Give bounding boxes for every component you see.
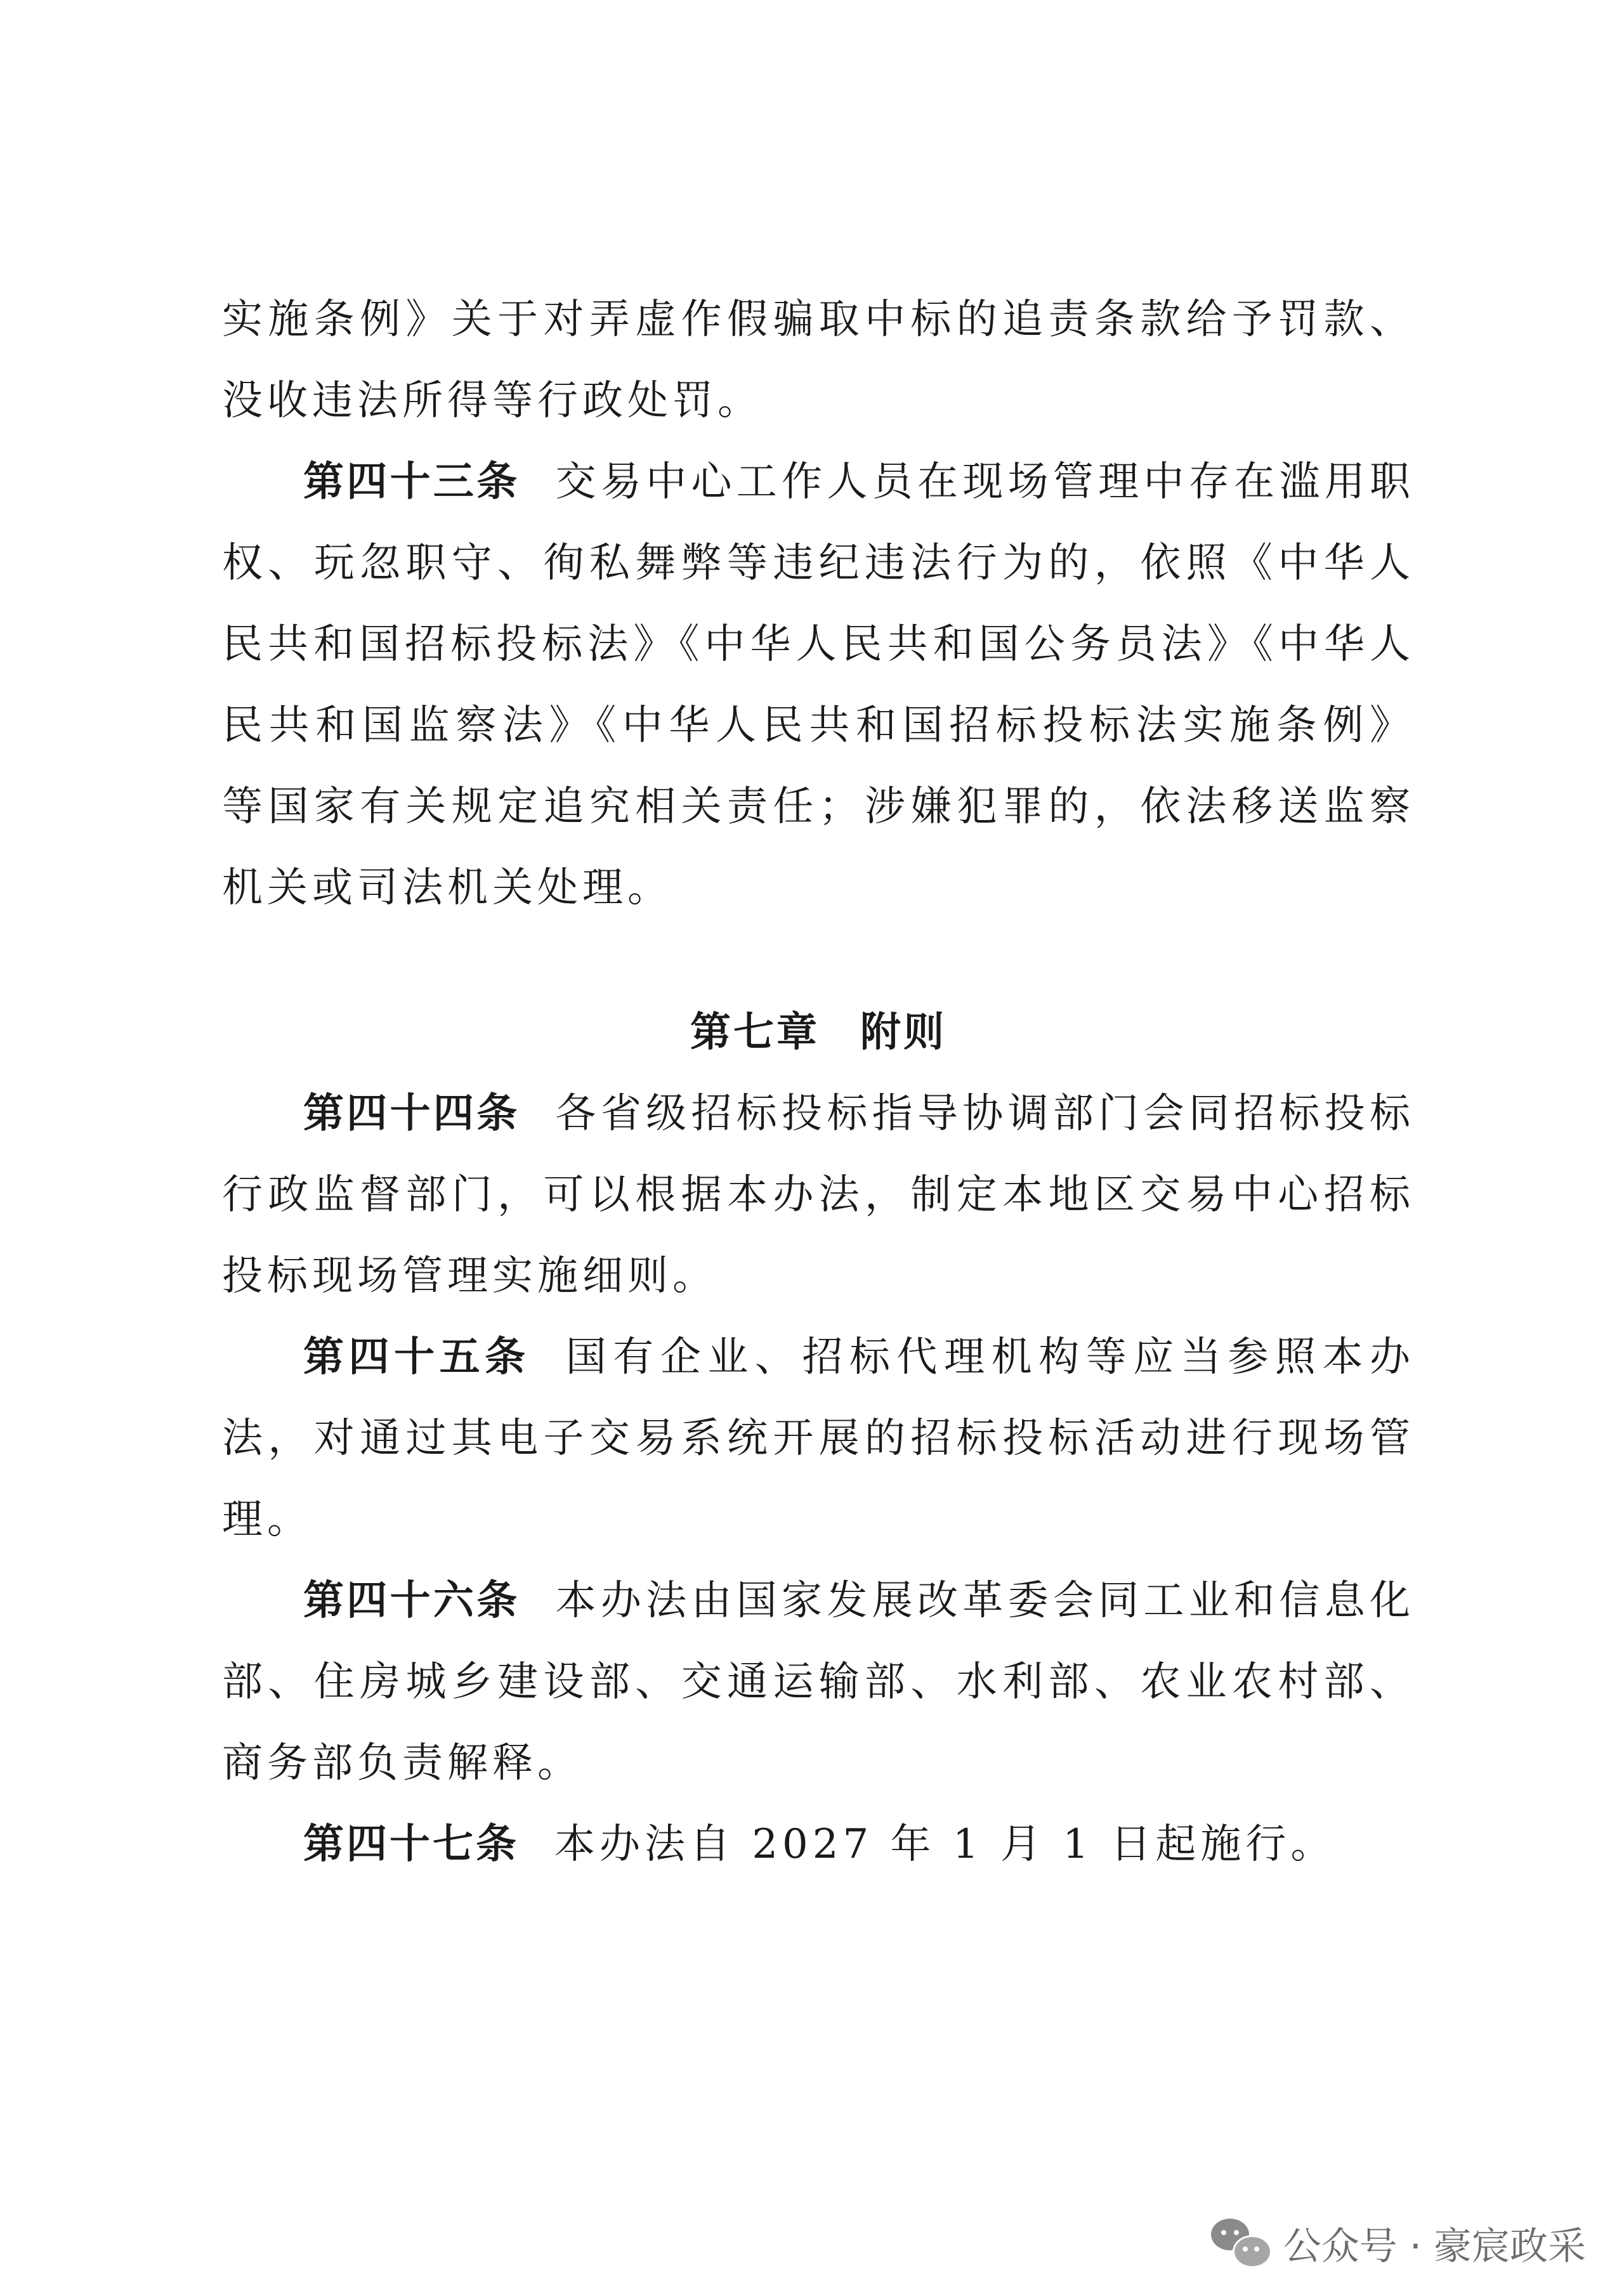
- article-45-text: 国有企业、招标代理机构等应当参照本办法，对通过其电子交易系统开展的招标投标活动进行现场管理。: [222, 1334, 1415, 1543]
- article-46: [222, 1560, 1415, 1804]
- article-46-text: 本办法由国家发展改革委会同工业和信息化部、住房城乡建设部、交通运输部、水利部、农业农村部、商务部负责解释。: [222, 1577, 1415, 1787]
- article-47: [222, 1804, 1415, 1885]
- paragraph-continuation: 实施条例》关于对弄虚作假骗取中标的追责条款给予罚款、没收违法所得等行政处罚。: [222, 296, 1415, 424]
- article-47-text: 本办法自 2027 年 1 月 1 日起施行。: [554, 1821, 1336, 1868]
- article-43-number: 第四十三条: [303, 459, 520, 506]
- article-45: [222, 1317, 1415, 1560]
- watermark: [1211, 2216, 1586, 2271]
- chapter-title: 附则: [860, 1009, 946, 1056]
- article-45-number: 第四十五条: [303, 1334, 530, 1381]
- document-page: [222, 279, 1415, 1885]
- article-46-number: 第四十六条: [303, 1577, 520, 1624]
- article-43-text: 交易中心工作人员在现场管理中存在滥用职权、玩忽职守、徇私舞弊等违纪违法行为的，依照《中华人民共和国招标投标法》《中华人民共和国公务员法》《中华人民共和国监察法》《中华人民共和国招标投标法实施条例》等国家有关规定追究相关责任；涉嫌犯罪的，依法移送监察机关或司法机关处理。: [222, 459, 1415, 911]
- wechat-icon: [1211, 2219, 1269, 2268]
- article-43: [222, 441, 1415, 929]
- article-44-number: 第四十四条: [303, 1090, 520, 1137]
- article-44-text: 各省级招标投标指导协调部门会同招标投标行政监督部门，可以根据本办法，制定本地区交易中心招标投标现场管理实施细则。: [222, 1090, 1415, 1300]
- watermark-text: 公众号 · 豪宸政采: [1283, 2224, 1586, 2269]
- chapter-number: 第七章: [690, 1009, 820, 1056]
- article-47-number: 第四十七条: [303, 1821, 519, 1868]
- chapter-heading: [222, 992, 1415, 1073]
- article-44: [222, 1073, 1415, 1317]
